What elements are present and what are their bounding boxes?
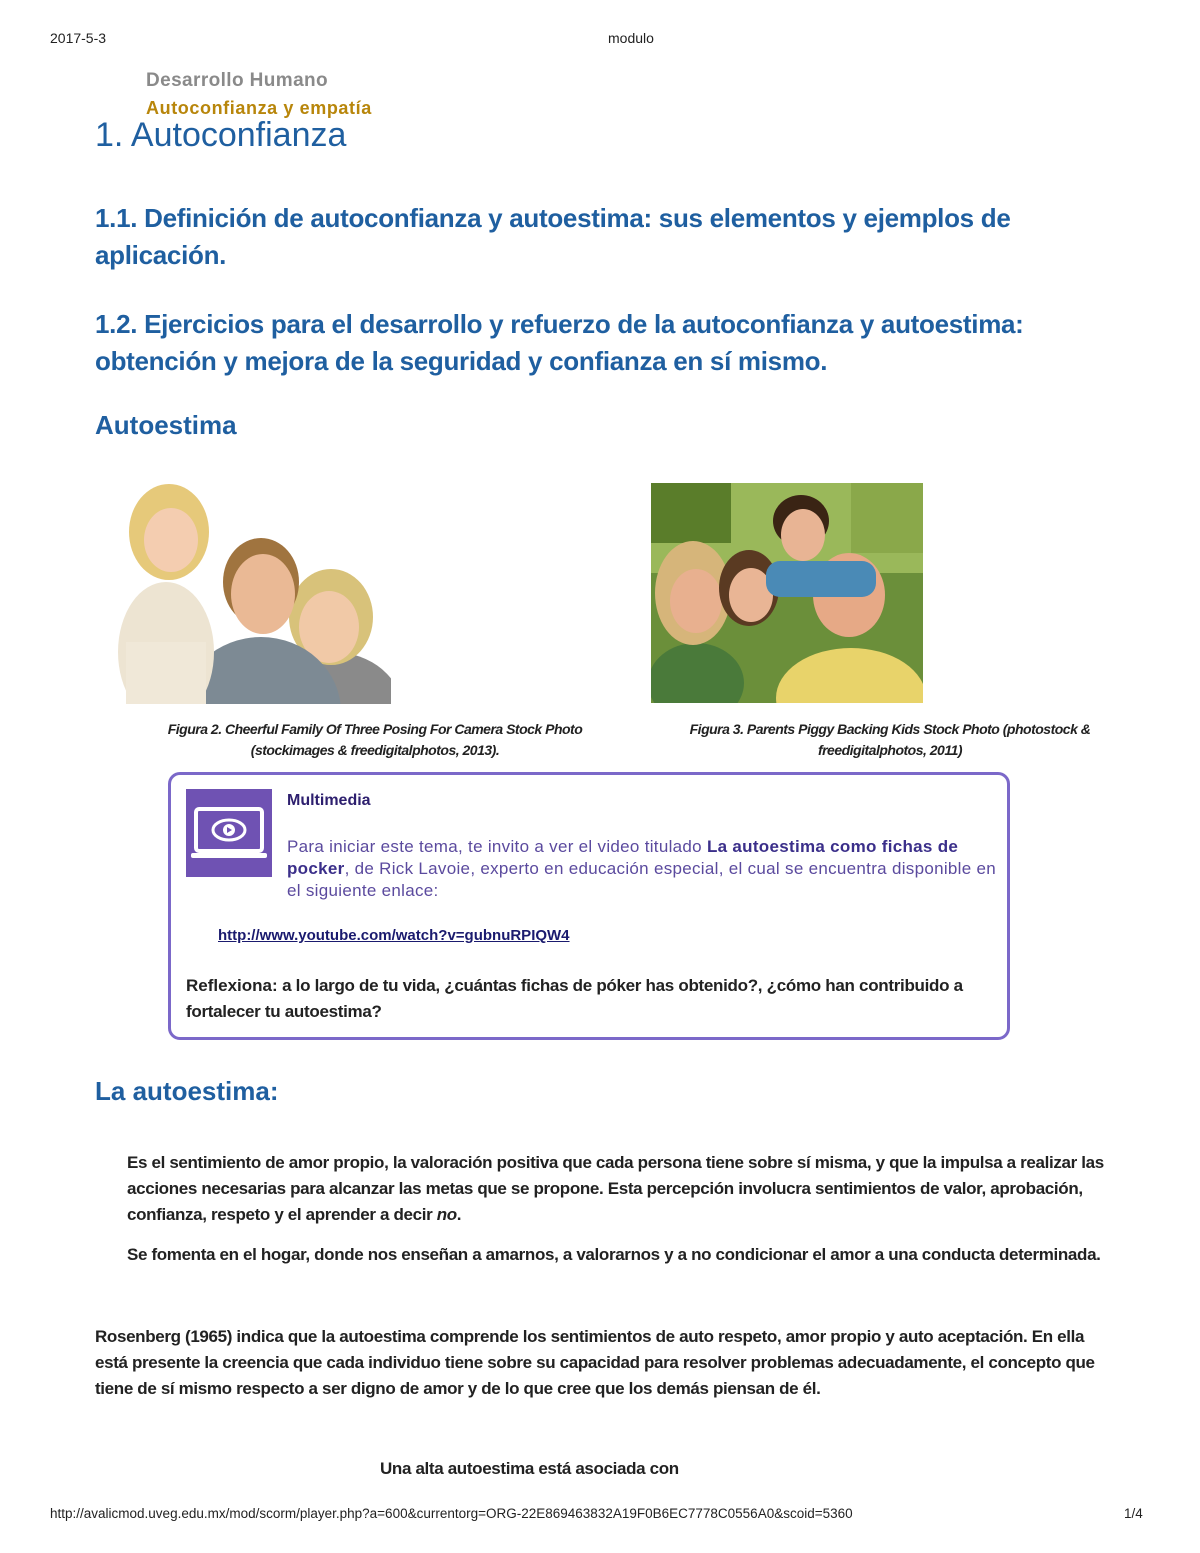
heading-1-2: 1.2. Ejercicios para el desarrollo y refuerzo de la autoconfianza y autoestima: obtención y mejora de la seguridad y confianza en sí mismo. — [95, 309, 1024, 376]
multimedia-text — [287, 836, 997, 902]
print-title: modulo — [608, 30, 654, 46]
figure-2-photo — [111, 482, 391, 704]
paragraph-definicion — [127, 1150, 1107, 1228]
paragraph-definicion-text: Es el sentimiento de amor propio, la valoración positiva que cada persona tiene sobre sí misma, y que la impulsa a realizar las acciones necesarias para alcanzar las metas que se propone. Esta percepción involucra sentimientos de valor, aprobación, confianza, respeto y el aprender a decir — [127, 1153, 1104, 1224]
heading-autoconfianza: 1. Autoconfianza — [95, 116, 347, 154]
heading-autoestima: Autoestima — [95, 410, 237, 440]
multimedia-text-before: Para iniciar este tema, te invito a ver el video titulado — [287, 837, 707, 856]
multimedia-text-after: , de Rick Lavoie, experto en educación especial, el cual se encuentra disponible en el siguiente enlace: — [287, 859, 997, 900]
reflexiona-question: a lo largo de tu vida, ¿cuántas fichas de póker has obtenido?, ¿cómo han contribuido a fortalecer tu autoestima? — [186, 976, 963, 1021]
print-footer-page: 1/4 — [1124, 1506, 1143, 1521]
paragraph-definicion-italic: no — [436, 1205, 457, 1224]
paragraph-hogar: Se fomenta en el hogar, donde nos enseñan a amarnos, a valorarnos y a no condicionar el amor a una conducta determinada. — [127, 1245, 1101, 1264]
video-link[interactable]: http://www.youtube.com/watch?v=gubnuRPIQW4 — [218, 927, 570, 944]
figure-3-photo — [651, 483, 923, 703]
figure-2-caption-line1: Figura 2. Cheerful Family Of Three Posing For Camera Stock Photo — [167, 721, 583, 737]
figure-2-caption-line2: (stockimages & freedigitalphotos, 2013). — [250, 742, 500, 758]
reflexiona-label: Reflexiona: — [186, 976, 278, 995]
video-title: La autoestima como fichas de pocker — [287, 837, 959, 878]
heading-la-autoestima: La autoestima: — [95, 1076, 279, 1106]
print-footer-url: http://avalicmod.uveg.edu.mx/mod/scorm/player.php?a=600&currentorg=ORG-22E869463832A19F0B6EC7778C0556A0&scoid=5360 — [50, 1506, 853, 1521]
course-title: Desarrollo Humano — [146, 70, 329, 91]
figure-3-caption-line1: Figura 3. Parents Piggy Backing Kids Stock Photo (photostock & — [689, 721, 1091, 737]
paragraph-alta-autoestima: Una alta autoestima está asociada con — [380, 1459, 679, 1478]
course-subtitle: Autoconfianza y empatía — [146, 98, 372, 118]
figure-3-caption — [630, 719, 1150, 761]
reflexiona-text — [186, 973, 986, 1025]
video-monitor-icon — [186, 789, 272, 877]
figure-3-caption-line2: freedigitalphotos, 2011) — [817, 742, 963, 758]
heading-1-1: 1.1. Definición de autoconfianza y autoestima: sus elementos y ejemplos de aplicación. — [95, 203, 1011, 270]
multimedia-title: Multimedia — [287, 792, 371, 809]
paragraph-rosenberg: Rosenberg (1965) indica que la autoestima comprende los sentimientos de auto respeto, amor propio y auto aceptación. En ella está presente la creencia que cada individuo tiene sobre su capacidad para resolver problemas adecuadamente, el concepto que tiene de sí mismo respecto a ser digno de amor y de lo que cree que los demás piensan de él. — [95, 1327, 1095, 1398]
print-date: 2017-5-3 — [50, 30, 107, 46]
figure-2-caption — [95, 719, 655, 761]
paragraph-definicion-end: . — [456, 1205, 462, 1224]
